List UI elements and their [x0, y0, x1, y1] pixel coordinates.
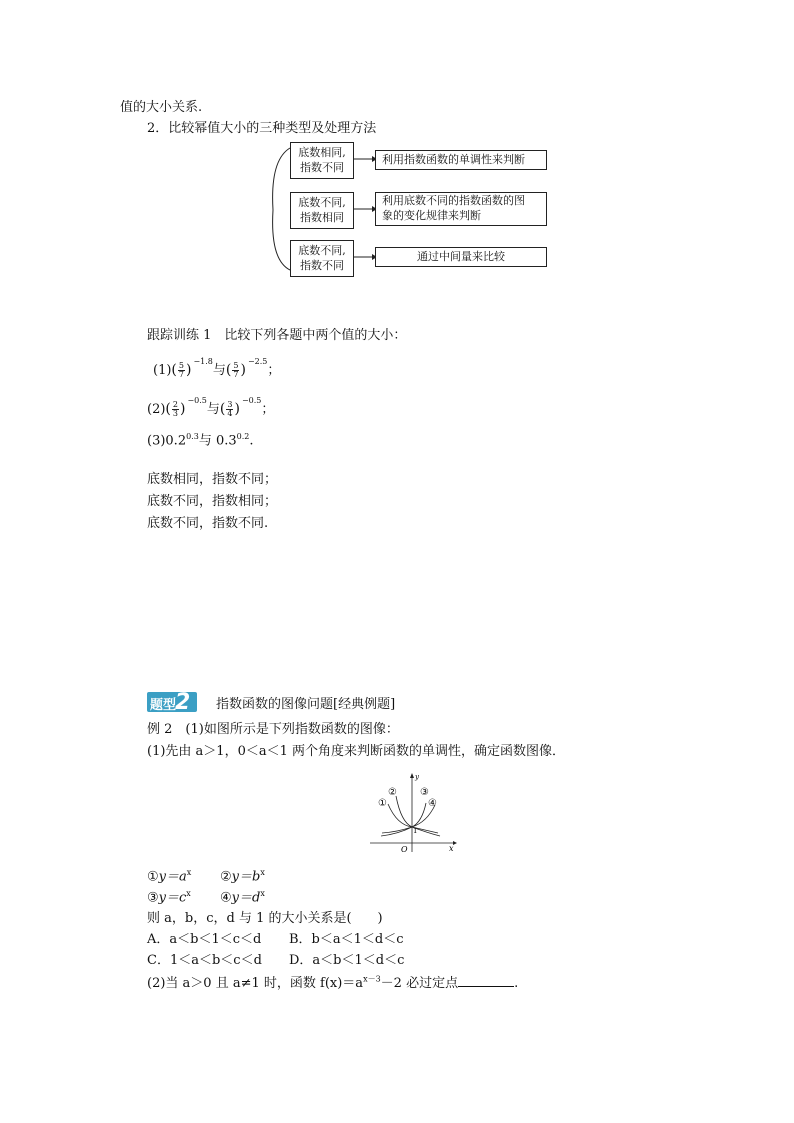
flow-right-2-line2: 象的变化规律来判断	[382, 209, 481, 222]
function-2: $②y=b^x$	[220, 868, 265, 885]
origin-label: O	[401, 845, 408, 854]
example-line-2: (1)先由 a＞1，0＜a＜1 两个角度来判断函数的单调性，确定函数图像．	[147, 744, 565, 759]
option-c: C．1＜a＜b＜c＜d	[147, 953, 262, 968]
item3-text-a: (3)0.2	[147, 433, 187, 449]
example-part-2	[147, 974, 518, 992]
flow-right-1-text: 利用指数函数的单调性来判断	[382, 152, 525, 166]
item1-fraction: $\frac{5}{7}$	[178, 361, 184, 379]
option-d: D．a＜b＜1＜d＜c	[289, 953, 405, 968]
curve-label-3: ③	[420, 787, 429, 798]
one-label: 1	[413, 827, 418, 835]
part2-tail: .	[514, 976, 519, 991]
note-line-1: 底数相同，指数不同；	[147, 472, 278, 487]
flow-right-box-3	[375, 247, 547, 267]
section-heading: 2．比较幂值大小的三种类型及处理方法	[147, 121, 377, 136]
part2-exp: x－3	[363, 974, 381, 984]
flow-left-box-2	[290, 192, 354, 229]
curve-label-4: ④	[428, 798, 437, 809]
example-question: 则 a，b，c，d 与 1 的大小关系是( )	[147, 911, 383, 926]
option-a: A．a＜b＜1＜c＜d	[147, 932, 262, 947]
flow-right-box-2	[375, 192, 547, 226]
item3-tail: .	[249, 433, 254, 449]
flow-left-1-line2: 指数不同	[300, 160, 344, 174]
item3-exp-a: 0.3	[186, 432, 199, 441]
x-label: x	[449, 844, 454, 853]
flow-left-3-line2: 指数不同	[300, 258, 344, 272]
item1-exp1: −1.8	[193, 357, 213, 366]
function-1: $①y=a^x$	[147, 868, 192, 885]
answer-blank[interactable]	[458, 974, 514, 987]
item2-fraction-1: $\frac{2}{3}$	[172, 400, 178, 418]
item3-text-b: 与 0.3	[198, 433, 237, 449]
topic-title: 指数函数的图像问题[经典例题]	[216, 697, 396, 712]
exercise-item-2: (2)( $\frac{2}{3}$ )$^{-0.5}$与( $\frac{3}{4}$ )$^{-0.5}$；	[147, 396, 275, 418]
item2-fraction-2: $\frac{3}{4}$	[227, 400, 233, 418]
example-line-1: 例 2 (1)如图所示是下列指数函数的图像：	[147, 722, 399, 737]
intro-tail-text: 值的大小关系.	[120, 100, 203, 115]
item2-label: (2)	[147, 402, 166, 417]
item2-mid: 与	[206, 402, 220, 417]
note-line-3: 底数不同，指数不同.	[147, 516, 269, 531]
item3-exp-b: 0.2	[236, 432, 250, 441]
exercise-title: 跟踪训练 1 比较下列各题中两个值的大小：	[147, 328, 407, 343]
exponential-graph	[365, 770, 465, 855]
function-4: $④y=d^x$	[220, 889, 265, 906]
topic-badge	[147, 690, 203, 715]
flow-left-2-line2: 指数相同	[300, 210, 344, 224]
topic-badge-label: 题型	[150, 698, 177, 713]
flow-right-box-1	[375, 150, 547, 170]
item2-exp2: −0.5	[241, 396, 262, 405]
y-label: y	[415, 773, 419, 781]
flow-left-3-line1: 底数不同,	[298, 243, 346, 257]
flow-left-box-3	[290, 240, 354, 277]
item2-tail: ；	[261, 402, 275, 417]
item2-exp1: −0.5	[187, 396, 207, 405]
exercise-item-3	[147, 432, 254, 449]
curve-4	[381, 805, 435, 836]
item1-exp2: −2.5	[247, 357, 268, 366]
flow-left-box-1	[290, 142, 354, 179]
item1-mid: 与	[212, 363, 226, 378]
item1-fraction-2: $\frac{5}{7}$	[233, 361, 239, 379]
topic-badge-number: 2	[175, 690, 191, 715]
curve-label-1: ①	[378, 798, 387, 809]
flow-left-2-line1: 底数不同,	[298, 195, 346, 209]
part2-text-a: (2)当 a＞0 且 a≠1 时，函数 f(x)＝a	[147, 976, 364, 991]
flow-right-3-text: 通过中间量来比较	[417, 249, 505, 263]
flow-left-1-line1: 底数相同,	[298, 145, 346, 159]
item1-label: (1)	[153, 363, 172, 378]
function-3: $③y=c^x$	[147, 889, 191, 906]
item1-tail: ；	[267, 363, 281, 378]
curve-label-2: ②	[388, 787, 397, 798]
exercise-item-1: (1)( $\frac{5}{7}$ )$^{-1.8}$与( $\frac{5}{7}$ )$^{-2.5}$；	[153, 357, 281, 379]
part2-text-b: －2 必过定点	[380, 976, 459, 991]
note-line-2: 底数不同，指数相同；	[147, 494, 278, 509]
flow-right-2-line1: 利用底数不同的指数函数的图	[382, 194, 525, 208]
option-b: B．b＜a＜1＜d＜c	[289, 932, 404, 947]
